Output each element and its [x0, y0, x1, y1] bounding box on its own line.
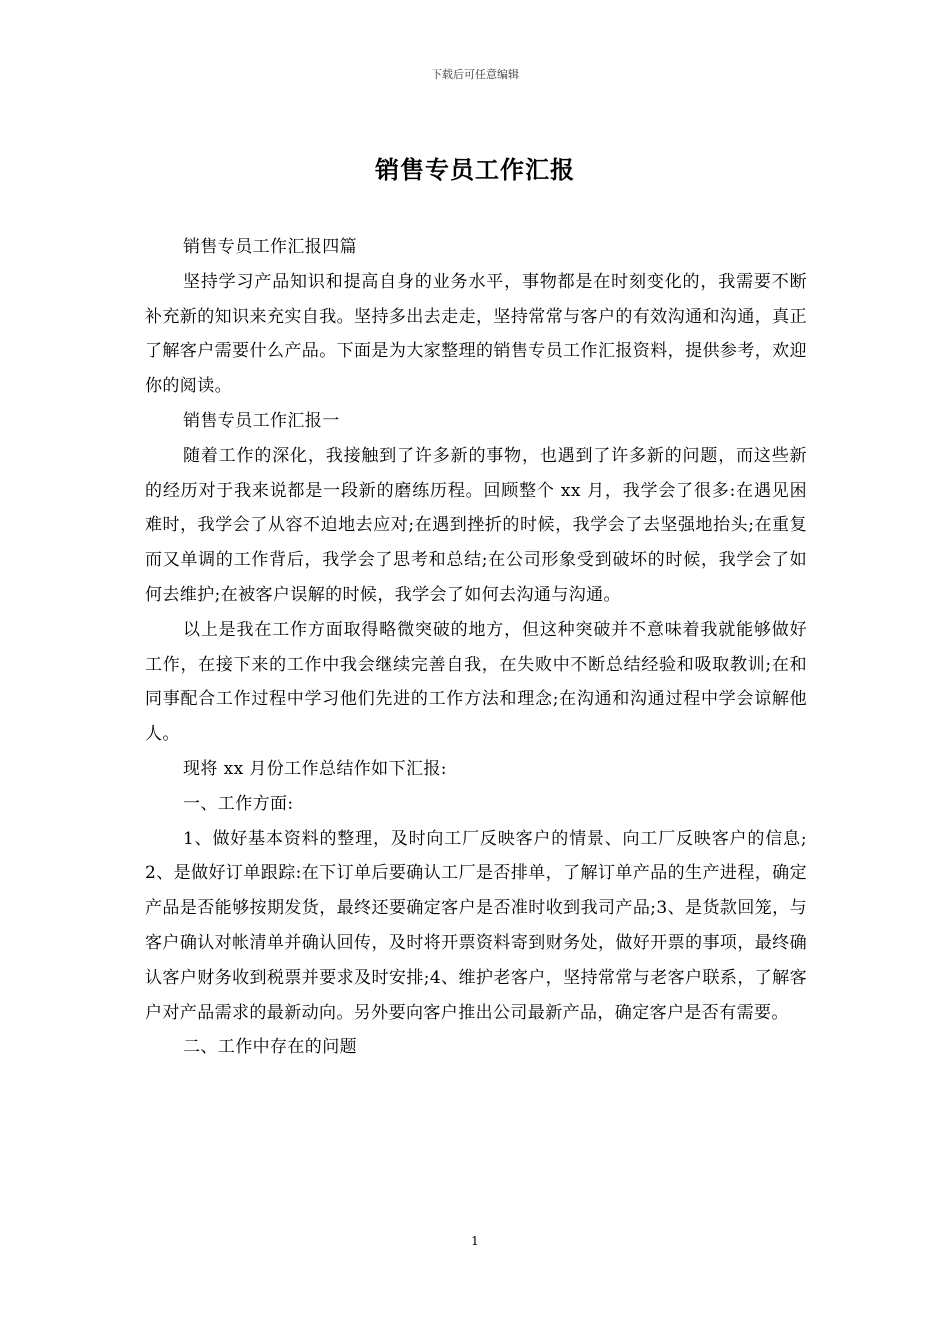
paragraph: 以上是我在工作方面取得略微突破的地方，但这种突破并不意味着我就能够做好工作，在接下来的工作中我会继续完善自我，在失败中不断总结经验和吸取教训;在和同事配合工作过程中学习他们先进的工作方法和理念;在沟通和沟通过程中学会谅解他人。: [145, 619, 807, 745]
paragraph-section-heading: 销售专员工作汇报一: [183, 410, 340, 431]
paragraph-list-heading: 二、工作中存在的问题: [183, 1037, 357, 1058]
paragraph: 1、做好基本资料的整理，及时向工厂反映客户的情景、向工厂反映客户的信息;2、是做好订单跟踪:在下订单后要确认工厂是否排单，了解订单产品的生产进程，确定产品是否能够按期发货，最终还要确定客户是否准时收到我司产品;3、是货款回笼，与客户确认对帐清单并确认回传，及时将开票资料寄到财务处，做好开票的事项，最终确认客户财务收到税票并要求及时安排;4、维护老客户，坚持常常与老客户联系，了解客户对产品需求的最新动向。另外要向客户推出公司最新产品，确定客户是否有需要。: [145, 828, 807, 1023]
paragraph: 现将 xx 月份工作总结作如下汇报:: [183, 758, 447, 779]
document-body: [145, 230, 807, 1065]
paragraph-intro: 坚持学习产品知识和提高自身的业务水平，事物都是在时刻变化的，我需要不断补充新的知识来充实自我。坚持多出去走走，坚持常常与客户的有效沟通和沟通，真正了解客户需要什么产品。下面是为大家整理的销售专员工作汇报资料，提供参考，欢迎你的阅读。: [145, 271, 807, 397]
paragraph-subtitle: 销售专员工作汇报四篇: [183, 237, 357, 257]
document-title: 销售专员工作汇报: [375, 155, 575, 184]
paragraph: 随着工作的深化，我接触到了许多新的事物，也遇到了许多新的问题，而这些新的经历对于我来说都是一段新的磨练历程。回顾整个 xx 月，我学会了很多:在遇见困难时，我学会了从容不迫地去应对;在遇到挫折的时候，我学会了去坚强地抬头;在重复而又单调的工作背后，我学会了思考和总结;在公司形象受到破坏的时候，我学会了如何去维护;在被客户误解的时候，我学会了如何去沟通与沟通。: [145, 445, 807, 605]
page-number: 1: [471, 1234, 479, 1248]
header-note: 下载后可任意编辑: [431, 68, 519, 81]
paragraph-list-heading: 一、工作方面:: [183, 793, 294, 814]
